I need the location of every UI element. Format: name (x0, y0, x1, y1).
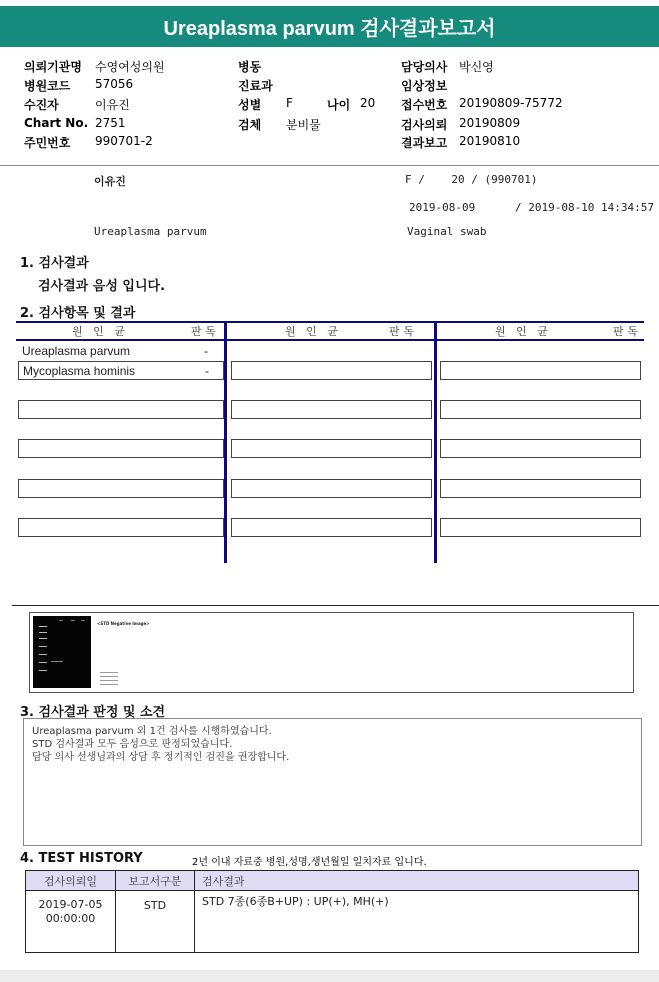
history-note: 2년 이내 자료중 병원,성명,생년월일 일치자료 입니다. (192, 857, 427, 868)
header-request-date-value: 20190809 (459, 116, 521, 130)
grid-cell (231, 518, 432, 537)
grid-cell (231, 361, 432, 380)
opinion-line: Ureaplasma parvum 외 1건 검사를 시행하였습니다. (32, 726, 272, 737)
gel-legend-line (100, 680, 118, 681)
header-specimen: 검체 (238, 118, 262, 132)
header-sex: 성별 (238, 98, 262, 112)
grid-header-organism: 원 인 균 (285, 325, 338, 338)
info-name: 이유진 (94, 175, 126, 188)
report-title: Ureaplasma parvum 검사결과보고서 (0, 6, 659, 47)
gel-legend-line (100, 672, 118, 673)
header-accession: 접수번호 (401, 98, 448, 112)
header-institution: 의뢰기관명 (24, 60, 82, 74)
grid-cell (18, 400, 224, 419)
history-time: 00:00:00 (45, 912, 96, 925)
history-date-cell (26, 891, 116, 953)
grid-header-judgement: 판 독 (613, 325, 638, 338)
grid-header-2 (227, 321, 434, 341)
grid-cell (440, 479, 641, 498)
header-doctor-value: 박신영 (459, 60, 494, 74)
header-age: 나이 (327, 98, 351, 112)
history-table (25, 870, 639, 953)
header-report-date-value: 20190810 (459, 134, 521, 148)
header-doctor: 담당의사 (401, 60, 448, 74)
grid-cell (18, 439, 224, 458)
info-dates: 2019-08-09 / 2019-08-10 14:34:57 (409, 201, 655, 214)
header-report-date: 결과보고 (401, 136, 448, 150)
header-patient: 수진자 (24, 98, 59, 112)
header-age-value: 20 (360, 96, 376, 110)
header-institution-value: 수영여성의원 (95, 60, 165, 74)
grid-cell (440, 400, 641, 419)
section-1-title: 1. 검사결과 (20, 256, 89, 271)
grid-cell (440, 518, 641, 537)
section-divider (12, 605, 659, 606)
organism-result: - (205, 364, 209, 378)
info-specimen: Vaginal swab (407, 225, 487, 238)
grid-header-judgement: 판 독 (191, 325, 216, 338)
header-divider (0, 165, 659, 166)
header-hospital-code-value: 57056 (95, 77, 134, 91)
history-col-date: 검사의뢰일 (26, 871, 116, 891)
grid-cell (231, 400, 432, 419)
header-accession-value: 20190809-75772 (459, 96, 563, 110)
header-chart-no-value: 2751 (95, 116, 126, 130)
grid-cell (440, 439, 641, 458)
grid-cell (18, 361, 224, 380)
section-2-title: 2. 검사항목 및 결과 (20, 306, 136, 321)
header-id-number-value: 990701-2 (95, 134, 153, 148)
grid-header-1 (16, 321, 224, 341)
grid-header-judgement: 판 독 (389, 325, 414, 338)
header-patient-value: 이유진 (95, 98, 130, 112)
grid-cell (440, 361, 641, 380)
grid-header-organism: 원 인 균 (495, 325, 548, 338)
result-summary: 검사결과 음성 입니다. (38, 279, 166, 294)
grid-divider (434, 321, 437, 563)
history-header-row (26, 871, 639, 891)
grid-divider (224, 321, 227, 563)
organism-result: - (204, 344, 208, 358)
opinion-line: STD 검사결과 모두 음성으로 판정되었습니다. (32, 739, 233, 750)
header-id-number: 주민번호 (24, 136, 71, 150)
grid-cell (231, 439, 432, 458)
header-request-date: 검사의뢰 (401, 118, 448, 132)
history-type: STD (116, 891, 195, 953)
opinion-box (23, 718, 642, 846)
gel-image-caption: <STD Negative Image> (97, 621, 150, 626)
header-clinical-info: 임상정보 (401, 79, 448, 93)
grid-header-organism: 원 인 균 (72, 325, 125, 338)
gel-image-panel (29, 612, 634, 693)
header-specimen-value: 분비물 (286, 118, 321, 132)
info-test: Ureaplasma parvum (94, 225, 207, 238)
gel-legend-line (100, 676, 118, 677)
header-chart-no: Chart No. (24, 116, 89, 130)
header-ward: 병동 (238, 60, 262, 74)
history-result: STD 7종(6종B+UP) : UP(+), MH(+) (195, 891, 639, 953)
section-3-title: 3. 검사결과 판정 및 소견 (20, 705, 166, 720)
history-col-result: 검사결과 (195, 871, 639, 891)
gel-image (33, 616, 91, 688)
organism-name: Mycoplasma hominis (23, 364, 136, 378)
history-col-type: 보고서구분 (116, 871, 195, 891)
section-4-title: 4. TEST HISTORY (20, 851, 143, 866)
grid-cell (18, 342, 224, 361)
gel-legend-line (100, 684, 118, 685)
organism-name: Ureaplasma parvum (22, 344, 131, 358)
grid-cell (231, 479, 432, 498)
grid-cell (18, 479, 224, 498)
info-gender-age: F / 20 / (990701) (405, 173, 538, 186)
header-hospital-code: 병원코드 (24, 79, 71, 93)
grid-header-3 (437, 321, 644, 341)
header-sex-value: F (286, 96, 293, 110)
header-department: 진료과 (238, 79, 273, 93)
grid-cell (18, 518, 224, 537)
table-row (26, 891, 639, 953)
opinion-line: 담당 의사 선생님과의 상담 후 정기적인 검진을 권장합니다. (32, 752, 290, 763)
history-date: 2019-07-05 (38, 898, 103, 911)
